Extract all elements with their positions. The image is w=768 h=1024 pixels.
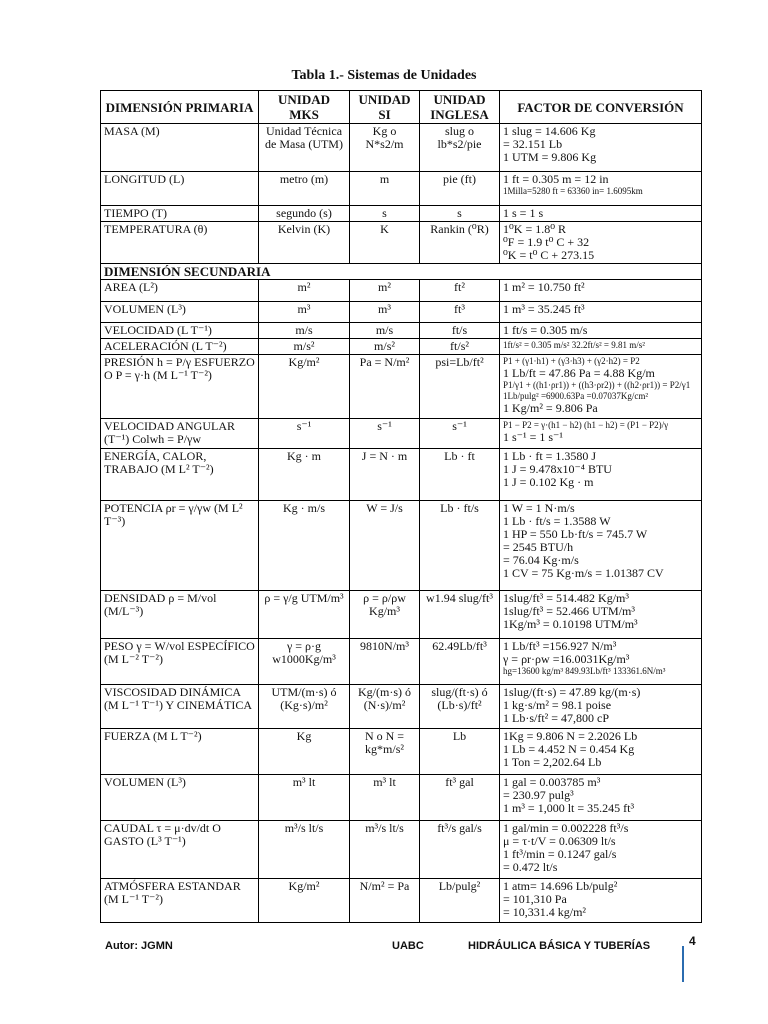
secondary-section — [101, 264, 702, 280]
table-title: Tabla 1.- Sistemas de Unidades — [291, 68, 477, 83]
factor-cell — [500, 339, 702, 355]
factor-line: 1 gal/min = 0.002228 ft³/s — [503, 821, 629, 835]
mks-cell: m³ — [259, 302, 350, 323]
factor-line: 1 HP = 550 Lb·ft/s = 745.7 W — [503, 527, 648, 541]
dimension-cell: VOLUMEN (L³) — [101, 775, 259, 821]
factor-cell — [500, 775, 702, 821]
factor-line: 1 s⁻¹ = 1 s⁻¹ — [503, 430, 563, 444]
si-cell: m/s — [350, 323, 420, 339]
factor-line: = 101,310 Pa — [503, 892, 567, 906]
inglesa-cell: Lb — [420, 729, 500, 775]
mks-cell: segundo (s) — [259, 206, 350, 222]
inglesa-cell: ft/s² — [420, 339, 500, 355]
si-cell: ρ = ρ/ρw Kg/m³ — [350, 591, 420, 639]
table-row — [101, 639, 702, 685]
inglesa-cell: s — [420, 206, 500, 222]
mks-cell: Kg/m² — [259, 879, 350, 923]
factor-line: 1 J = 9.478x10⁻⁴ BTU — [503, 462, 612, 476]
table-row — [101, 124, 702, 172]
factor-line: ⁰F = 1.9 t⁰ C + 32 — [503, 235, 590, 249]
factor-line: γ = ρr·ρw =16.0031Kg/m³ — [503, 652, 630, 666]
factor-line: 1Milla=5280 ft = 63360 in= 1.6095km — [503, 186, 643, 196]
factor-cell — [500, 419, 702, 449]
factor-line: ⁰K = t⁰ C + 273.15 — [503, 248, 595, 262]
mks-cell: Kg · m/s — [259, 501, 350, 591]
inglesa-cell: slug o lb*s2/pie — [420, 124, 500, 172]
page-number: 4 — [689, 934, 696, 948]
header-factor: FACTOR DE CONVERSIÓN — [500, 91, 702, 124]
dimension-cell: VISCOSIDAD DINÁMICA (M L⁻¹ T⁻¹) Y CINEMÁTICA — [101, 685, 259, 729]
table-row — [101, 821, 702, 879]
factor-cell — [500, 685, 702, 729]
header-dimension: DIMENSIÓN PRIMARIA — [101, 91, 259, 124]
dimension-cell: PRESIÓN h = P/γ ESFUERZO O P = γ·h (M L⁻¹ T⁻²) — [101, 355, 259, 419]
table-row — [101, 280, 702, 302]
factor-line: 1 Lb · ft = 1.3580 J — [503, 449, 597, 463]
factor-line: hg=13600 kg/m³ 849.93Lb/ft³ 133361.6N/m³ — [503, 666, 666, 676]
factor-line: 1slug/(ft·s) = 47.89 kg/(m·s) — [503, 685, 641, 699]
mks-cell: Kg/m² — [259, 355, 350, 419]
dimension-cell: VELOCIDAD (L T⁻¹) — [101, 323, 259, 339]
footer-author: Autor: JGMN — [105, 940, 173, 952]
factor-line: 1 gal = 0.003785 m³ — [503, 775, 601, 789]
dimension-cell: MASA (M) — [101, 124, 259, 172]
dimension-cell: DENSIDAD ρ = M/vol (M/L⁻³) — [101, 591, 259, 639]
factor-line: 1 Kg/m² = 9.806 Pa — [503, 401, 598, 415]
mks-cell: Kg · m — [259, 449, 350, 501]
factor-line: = 0.472 lt/s — [503, 860, 558, 874]
table-row — [101, 879, 702, 923]
si-cell: 9810N/m³ — [350, 639, 420, 685]
si-cell: N/m² = Pa — [350, 879, 420, 923]
page-number-bar — [682, 946, 684, 982]
inglesa-cell: pie (ft) — [420, 172, 500, 206]
factor-line: 1 ft³/min = 0.1247 gal/s — [503, 847, 617, 861]
page-footer — [0, 938, 768, 958]
si-cell: Pa = N/m² — [350, 355, 420, 419]
table-row — [101, 419, 702, 449]
factor-line: 1slug/ft³ = 52.466 UTM/m³ — [503, 604, 635, 618]
factor-cell — [500, 222, 702, 264]
si-cell: W = J/s — [350, 501, 420, 591]
factor-cell — [500, 280, 702, 302]
factor-line: = 76.04 Kg·m/s — [503, 553, 579, 567]
si-cell: N o N = kg*m/s² — [350, 729, 420, 775]
inglesa-cell: Lb/pulg² — [420, 879, 500, 923]
factor-cell — [500, 501, 702, 591]
factor-line: 1Kg/m³ = 0.10198 UTM/m³ — [503, 617, 638, 631]
primary-rows — [101, 124, 702, 264]
secondary-header: DIMENSIÓN SECUNDARIA — [101, 264, 702, 280]
table-row — [101, 729, 702, 775]
inglesa-cell: ft³/s gal/s — [420, 821, 500, 879]
mks-cell: s⁻¹ — [259, 419, 350, 449]
table-row — [101, 302, 702, 323]
factor-cell — [500, 323, 702, 339]
inglesa-cell: ft/s — [420, 323, 500, 339]
si-cell: s⁻¹ — [350, 419, 420, 449]
si-cell: K — [350, 222, 420, 264]
inglesa-cell: 62.49Lb/ft³ — [420, 639, 500, 685]
factor-line: 1 Lb/ft = 47.86 Pa = 4.88 Kg/m — [503, 366, 655, 380]
factor-line: 1ft/s² = 0.305 m/s² 32.2ft/s² = 9.81 m/s² — [503, 340, 645, 350]
table-row — [101, 339, 702, 355]
inglesa-cell: slug/(ft·s) ó (Lb·s)/ft² — [420, 685, 500, 729]
si-cell: m² — [350, 280, 420, 302]
factor-cell — [500, 302, 702, 323]
factor-line: 1 Lb/ft³ =156.927 N/m³ — [503, 639, 617, 653]
dimension-cell: PESO γ = W/vol ESPECÍFICO (M L⁻² T⁻²) — [101, 639, 259, 685]
si-cell: Kg/(m·s) ó (N·s)/m² — [350, 685, 420, 729]
mks-cell: ρ = γ/g UTM/m³ — [259, 591, 350, 639]
dimension-cell: LONGITUD (L) — [101, 172, 259, 206]
dimension-cell: VOLUMEN (L³) — [101, 302, 259, 323]
si-cell: s — [350, 206, 420, 222]
inglesa-cell: Rankin (⁰R) — [420, 222, 500, 264]
factor-line: 1 m² = 10.750 ft² — [503, 280, 585, 294]
factor-cell — [500, 355, 702, 419]
factor-line: 1 ft = 0.305 m = 12 in — [503, 172, 609, 186]
secondary-header-row — [101, 264, 702, 280]
mks-cell: m³ lt — [259, 775, 350, 821]
factor-line: 1 Ton = 2,202.64 Lb — [503, 755, 602, 769]
factor-line: 1 UTM = 9.806 Kg — [503, 150, 597, 164]
dimension-cell: CAUDAL τ = μ·dv/dt O GASTO (L³ T⁻¹) — [101, 821, 259, 879]
table-row — [101, 222, 702, 264]
dimension-cell: AREA (L²) — [101, 280, 259, 302]
mks-cell: Kelvin (K) — [259, 222, 350, 264]
header-inglesa: UNIDAD INGLESA — [420, 91, 500, 124]
factor-line: 1 J = 0.102 Kg · m — [503, 475, 594, 489]
si-cell: m³ — [350, 302, 420, 323]
factor-line: 1 slug = 14.606 Kg — [503, 124, 596, 138]
mks-cell: UTM/(m·s) ó (Kg·s)/m² — [259, 685, 350, 729]
factor-line: 1 W = 1 N·m/s — [503, 501, 575, 515]
si-cell: J = N · m — [350, 449, 420, 501]
factor-line: = 230.97 pulg³ — [503, 788, 574, 802]
table-row — [101, 501, 702, 591]
table-row — [101, 355, 702, 419]
factor-line: = 10,331.4 kg/m² — [503, 905, 587, 919]
factor-line: 1⁰K = 1.8⁰ R — [503, 222, 567, 236]
dimension-cell: TEMPERATURA (θ) — [101, 222, 259, 264]
factor-line: P1 + (γ1·h1) + (γ3·h3) + (γ2·h2) = P2 — [503, 356, 640, 366]
header-row — [101, 91, 702, 124]
mks-cell: m/s — [259, 323, 350, 339]
table-row — [101, 206, 702, 222]
mks-cell: m² — [259, 280, 350, 302]
dimension-cell: VELOCIDAD ANGULAR (T⁻¹) Colwh = P/γw — [101, 419, 259, 449]
dimension-cell: POTENCIA ρr = γ/γw (M L² T⁻³) — [101, 501, 259, 591]
header-mks: UNIDAD MKS — [259, 91, 350, 124]
factor-cell — [500, 124, 702, 172]
si-cell: Kg o N*s2/m — [350, 124, 420, 172]
table-row — [101, 775, 702, 821]
factor-line: 1 m³ = 35.245 ft³ — [503, 302, 585, 316]
dimension-cell: ATMÓSFERA ESTANDAR (M L⁻¹ T⁻²) — [101, 879, 259, 923]
table-row — [101, 685, 702, 729]
table-row — [101, 323, 702, 339]
inglesa-cell: Lb · ft — [420, 449, 500, 501]
factor-cell — [500, 821, 702, 879]
factor-cell — [500, 639, 702, 685]
inglesa-cell: Lb · ft/s — [420, 501, 500, 591]
factor-line: 1 Lb · ft/s = 1.3588 W — [503, 514, 611, 528]
factor-cell — [500, 449, 702, 501]
header-si: UNIDAD SI — [350, 91, 420, 124]
factor-line: = 32.151 Lb — [503, 137, 563, 151]
si-cell: m — [350, 172, 420, 206]
inglesa-cell: ft² — [420, 280, 500, 302]
inglesa-cell: s⁻¹ — [420, 419, 500, 449]
factor-cell — [500, 879, 702, 923]
factor-cell — [500, 591, 702, 639]
factor-cell — [500, 206, 702, 222]
dimension-cell: TIEMPO (T) — [101, 206, 259, 222]
factor-line: μ = τ·t/V = 0.06309 lt/s — [503, 834, 616, 848]
factor-line: 1 CV = 75 Kg·m/s = 1.01387 CV — [503, 566, 664, 580]
dimension-cell: ENERGÍA, CALOR, TRABAJO (M L² T⁻²) — [101, 449, 259, 501]
table-row — [101, 449, 702, 501]
table-row — [101, 591, 702, 639]
factor-line: 1 s = 1 s — [503, 206, 544, 220]
factor-line: 1 Lb·s/ft² = 47,800 cP — [503, 711, 610, 725]
si-cell: m/s² — [350, 339, 420, 355]
inglesa-cell: ft³ — [420, 302, 500, 323]
factor-line: 1 m³ = 1,000 lt = 35.245 ft³ — [503, 801, 635, 815]
units-table — [100, 90, 702, 923]
mks-cell: Unidad Técnica de Masa (UTM) — [259, 124, 350, 172]
secondary-rows — [101, 280, 702, 923]
mks-cell: Kg — [259, 729, 350, 775]
inglesa-cell: psi=Lb/ft² — [420, 355, 500, 419]
si-cell: m³ lt — [350, 775, 420, 821]
mks-cell: m/s² — [259, 339, 350, 355]
factor-line: 1 Lb = 4.452 N = 0.454 Kg — [503, 742, 635, 756]
factor-line: P1 − P2 = γ·(h1 − h2) (h1 − h2) = (P1 − P2)/γ — [503, 420, 669, 430]
table-row — [101, 172, 702, 206]
dimension-cell: ACELERACIÓN (L T⁻²) — [101, 339, 259, 355]
factor-line: 1Lb/pulg² =6900.63Pa =0.07037Kg/cm² — [503, 391, 649, 401]
mks-cell: m³/s lt/s — [259, 821, 350, 879]
factor-line: P1/γ1 + ((h1·ρr1)) + ((h3·ρr2)) + ((h2·ρr1)) = P2/γ1 — [503, 380, 691, 390]
si-cell: m³/s lt/s — [350, 821, 420, 879]
factor-line: 1 ft/s = 0.305 m/s — [503, 323, 588, 337]
factor-line: 1 kg·s/m² = 98.1 poise — [503, 698, 612, 712]
factor-line: 1 atm= 14.696 Lb/pulg² — [503, 879, 618, 893]
inglesa-cell: ft³ gal — [420, 775, 500, 821]
factor-cell — [500, 729, 702, 775]
footer-institution: UABC — [392, 940, 424, 952]
dimension-cell: FUERZA (M L T⁻²) — [101, 729, 259, 775]
footer-subject: HIDRÁULICA BÁSICA Y TUBERÍAS — [468, 940, 651, 952]
factor-line: 1slug/ft³ = 514.482 Kg/m³ — [503, 591, 629, 605]
mks-cell: metro (m) — [259, 172, 350, 206]
mks-cell: γ = ρ·g w1000Kg/m³ — [259, 639, 350, 685]
inglesa-cell: w1.94 slug/ft³ — [420, 591, 500, 639]
factor-cell — [500, 172, 702, 206]
factor-line: 1Kg = 9.806 N = 2.2026 Lb — [503, 729, 638, 743]
factor-line: = 2545 BTU/h — [503, 540, 574, 554]
